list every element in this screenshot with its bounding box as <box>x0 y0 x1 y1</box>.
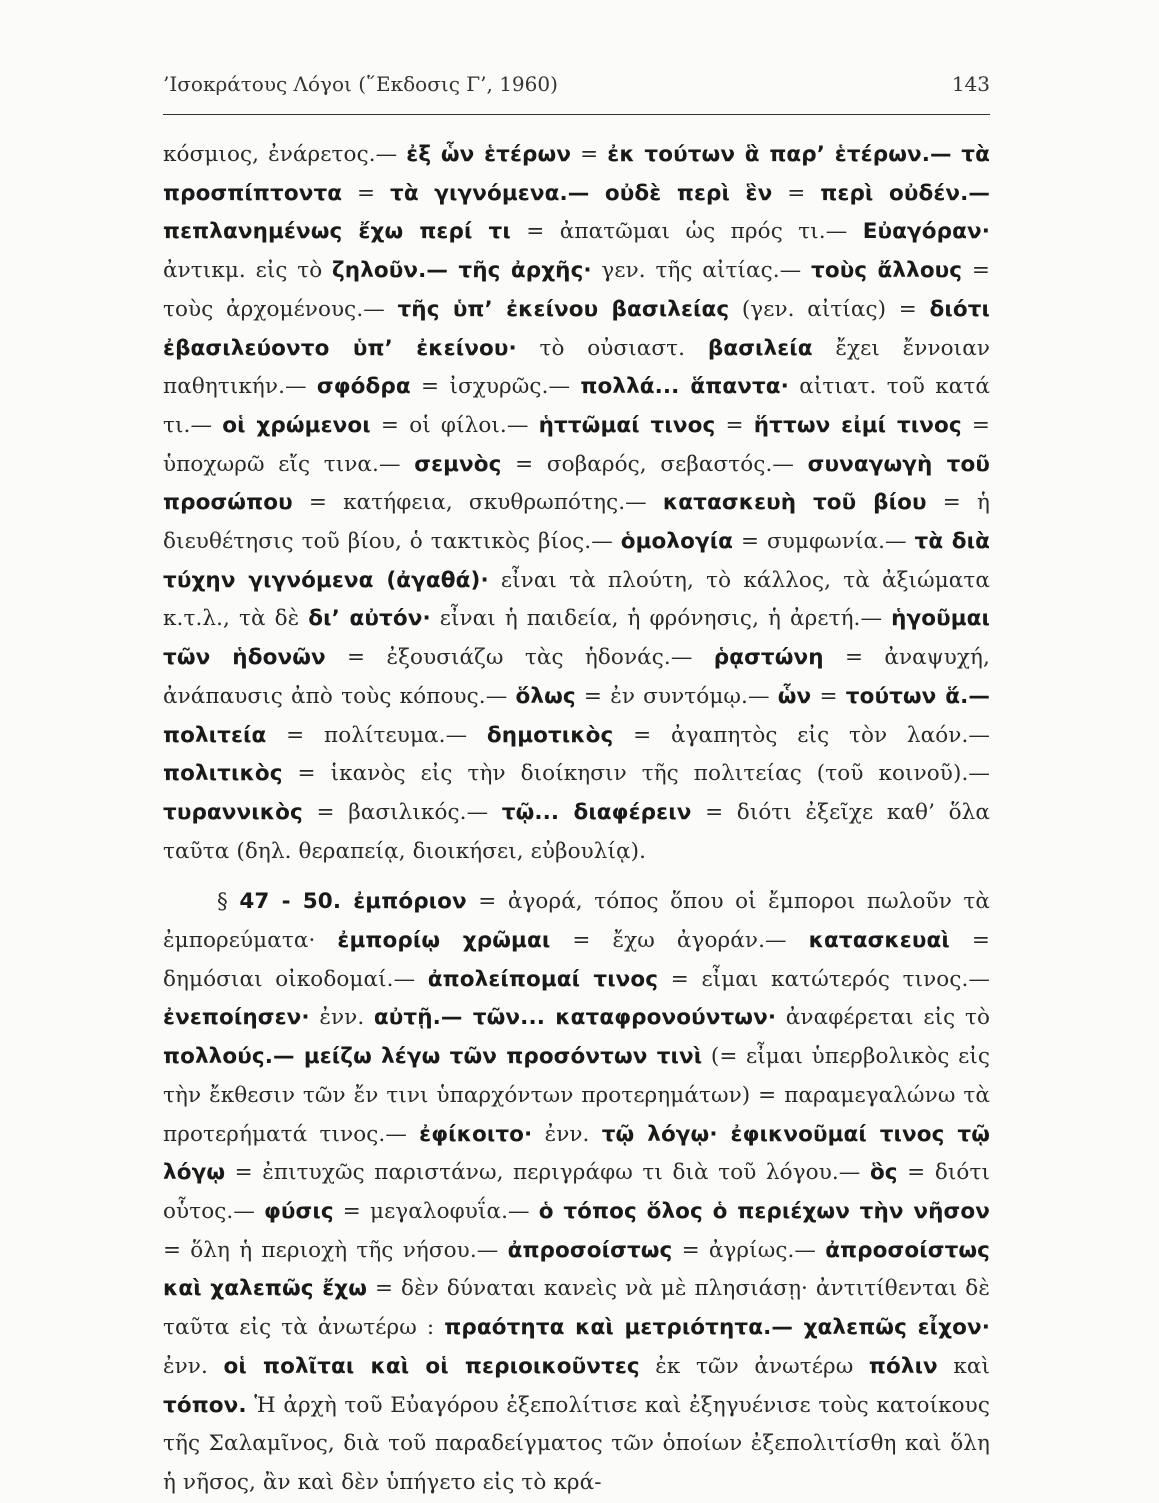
lemma-term: ὁ τόπος ὅλος ὁ περιέχων τὴν νῆσον <box>538 1198 990 1224</box>
gloss-text: = οἱ φίλοι.— <box>370 412 539 438</box>
lemma-term: ἥττων εἰμί τινος <box>753 412 962 438</box>
lemma-term: περὶ οὐδέν.— πεπλανημένως ἔχω περί τι <box>163 180 990 245</box>
lemma-term: 47 - 50. ἐμπόριον <box>239 889 467 915</box>
page-header <box>163 72 990 96</box>
lemma-term: πραότητα καὶ μετριότητα.— χαλεπῶς εἶχον· <box>444 1315 990 1341</box>
gloss-text: Ἡ ἀρχὴ τοῦ Εὐαγόρου ἐξεπολίτισε καὶ ἐξηγυένισε τοὺς κατοίκους τῆς Σαλαμῖνος, διὰ τοῦ παραδείγματος τῶν ὁποίων ἐξεπολιτίσθη καὶ ὅλη ἡ νῆσος, ἂν καὶ δὲν ὑπήγετο εἰς τὸ κρά- <box>163 1392 990 1495</box>
lemma-term: Εὐαγόραν· <box>862 219 990 245</box>
lemma-term: ἐκ τούτων ἃ παρ’ ἑτέρων.— τὰ προσπίπτοντα <box>163 142 990 206</box>
lemma-term: πολλά... ἅπαντα· <box>580 374 789 400</box>
gloss-text: = εἶμαι κατώτερός τινος.— <box>658 966 990 992</box>
gloss-text: ἀντικμ. εἰς τὸ <box>163 258 332 284</box>
lemma-term: ἡγοῦμαι τῶν ἡδονῶν <box>163 606 990 671</box>
gloss-text: = ἡ διευθέτησις τοῦ βίου, ὁ τακτικὸς βίος.— <box>163 490 991 555</box>
gloss-text: = ἔχω ἀγοράν.— <box>550 928 809 954</box>
gloss-text: ἐνν. <box>532 1121 602 1147</box>
lemma-term: ὃς <box>869 1160 898 1186</box>
gloss-text: εἶναι ἡ παιδεία, ἡ φρόνησις, ἡ ἀρετή.— <box>430 606 892 632</box>
gloss-text: = διότι οὗτος.— <box>163 1160 990 1224</box>
gloss-text: = τοὺς ἀρχομένους.— <box>163 258 990 322</box>
gloss-text: = πολίτευμα.— <box>266 722 487 748</box>
lemma-term: ἀπροσοίστως καὶ χαλεπῶς ἔχω <box>163 1237 991 1302</box>
gloss-text: § <box>217 889 240 915</box>
lemma-term: τὰ γιγνόμενα.— οὐδὲ περὶ ἓν <box>390 180 773 206</box>
header-rule <box>163 114 990 115</box>
gloss-text: = ἀναψυχή, ἀνάπαυσις ἀπὸ τοὺς κόπους.— <box>163 645 990 709</box>
gloss-text: = <box>715 412 754 438</box>
gloss-text: ἀναφέρεται εἰς τὸ <box>776 1005 990 1031</box>
lemma-term: τὰ διὰ τύχην γιγνόμενα (ἀγαθά)· <box>163 529 990 593</box>
gloss-text: = ἐν συντόμῳ.— <box>575 683 778 709</box>
gloss-text: = ὑποχωρῶ εἴς τινα.— <box>163 412 991 477</box>
lemma-term: ἡττῶμαί τινος <box>538 412 716 438</box>
gloss-text: = ἀγαπητὸς εἰς τὸν λαόν.— <box>613 722 991 748</box>
commentary-text <box>163 136 990 1503</box>
lemma-term: σφόδρα <box>316 374 411 400</box>
gloss-text: ἐκ τῶν ἀνωτέρω <box>639 1353 869 1379</box>
gloss-text: ἐνν. <box>309 1005 374 1031</box>
gloss-text: = διότι ἐξεῖχε καθ’ ὅλα ταῦτα (δηλ. θεραπείᾳ, διοικήσει, εὐβουλίᾳ). <box>163 799 991 864</box>
lemma-term: φύσις <box>264 1198 334 1224</box>
gloss-text: = δὲν δύναται κανεὶς νὰ μὲ πλησιάσῃ· ἀντιτίθενται δὲ ταῦτα εἰς τὰ ἀνωτέρω : <box>163 1276 990 1341</box>
gloss-text: = <box>772 180 821 206</box>
gloss-text: = ἰσχυρῶς.— <box>410 374 581 400</box>
lemma-term: ὧν <box>777 683 812 709</box>
gloss-text: (= εἶμαι ὑπερβολικὸς εἰς τὴν ἔκθεσιν τῶν ἔν τινι ὑπαρχόντων προτερημάτων) = παραμεγαλώνω τὰ προτερήματά τινος.— <box>163 1044 990 1147</box>
lemma-term: πολλούς.— μείζω λέγω τῶν προσόντων τινὶ <box>163 1044 703 1070</box>
gloss-text: = ἀπατῶμαι ὡς πρός τι.— <box>510 219 863 245</box>
lemma-term: τούτων ἅ.— πολιτεία <box>163 683 990 748</box>
lemma-term: κατασκευὴ τοῦ βίου <box>662 490 927 516</box>
lemma-term: οἱ χρώμενοι <box>222 412 371 438</box>
gloss-text: ἐνν. <box>163 1353 224 1379</box>
lemma-term: ἐνεποίησεν· <box>163 1005 310 1031</box>
lemma-term: ἐφίκοιτο· <box>419 1121 533 1147</box>
gloss-text: = ἱκανὸς εἰς τὴν διοίκησιν τῆς πολιτείας (τοῦ κοινοῦ).— <box>282 761 990 787</box>
lemma-term: τυραννικὸς <box>163 799 303 825</box>
gloss-text: τὸ οὐσιαστ. <box>516 335 708 361</box>
lemma-term: ὅλως <box>515 683 576 709</box>
lemma-term: ἀπολείπομαί τινος <box>427 966 659 992</box>
lemma-term: τῷ λόγῳ· ἐφικνοῦμαί τινος τῷ λόγῳ <box>163 1121 990 1186</box>
lemma-term: οἱ πολῖται καὶ οἱ περιοικοῦντες <box>223 1353 640 1379</box>
lemma-term: δημοτικὸς <box>486 722 614 748</box>
running-title: ’Ισοκράτους Λόγοι (῞Εκδοσις Γ’, 1960) <box>163 72 558 96</box>
gloss-text: = μεγαλοφυΐα.— <box>333 1198 539 1224</box>
commentary-paragraph <box>163 136 990 871</box>
gloss-text: = ἐξουσιάζω τὰς ἡδονάς.— <box>325 645 714 671</box>
lemma-term: πολιτικὸς <box>163 761 283 787</box>
gloss-text: = ἀγορά, τόπος ὅπου οἱ ἔμποροι πωλοῦν τὰ ἐμπορεύματα· <box>163 889 990 954</box>
lemma-term: αὐτῇ.— τῶν... καταφρονούντων· <box>373 1005 777 1031</box>
lemma-term: συναγωγὴ τοῦ προσώπου <box>163 451 990 516</box>
page-number: 143 <box>951 72 990 96</box>
gloss-text: = ὅλη ἡ περιοχὴ τῆς νήσου.— <box>163 1237 508 1263</box>
lemma-term: τῷ... διαφέρειν <box>501 799 692 825</box>
lemma-term: διότι ἐβασιλεύοντο ὑπ’ ἐκείνου· <box>163 296 990 361</box>
lemma-term: ὁμολογία <box>620 529 734 555</box>
gloss-text: = <box>342 180 391 206</box>
gloss-text: = κατήφεια, σκυθρωπότης.— <box>292 490 663 516</box>
lemma-term: τόπον. <box>163 1392 247 1418</box>
lemma-term: βασιλεία <box>707 335 813 361</box>
gloss-text: = ἐπιτυχῶς παριστάνω, περιγράφω τι διὰ τοῦ λόγου.— <box>225 1160 870 1186</box>
gloss-text: κόσμιος, ἐνάρετος.— <box>163 142 407 167</box>
lemma-term: τῆς ὑπ’ ἐκείνου βασιλείας <box>397 296 730 322</box>
gloss-text: = <box>571 142 608 167</box>
lemma-term: ῥᾳστώνη <box>713 645 824 671</box>
gloss-text: = δημόσιαι οἰκοδομαί.— <box>163 928 990 992</box>
lemma-term: ἐμπορίῳ χρῶμαι <box>337 928 551 954</box>
lemma-term: τοὺς ἄλλους <box>811 258 963 284</box>
lemma-term: ζηλοῦν.— τῆς ἀρχῆς· <box>332 258 592 284</box>
lemma-term: σεμνὸς <box>414 451 502 477</box>
gloss-text: εἶναι τὰ πλούτη, τὸ κάλλος, τὰ ἀξιώματα κ.τ.λ., τὰ δὲ <box>163 567 991 632</box>
section-paragraph-47-50 <box>163 883 990 1502</box>
gloss-text: αἰτιατ. τοῦ κατά τι.— <box>163 374 990 438</box>
lemma-term: ἀπροσοίστως <box>507 1237 673 1263</box>
gloss-text: γεν. τῆς αἰτίας.— <box>591 258 811 284</box>
gloss-text: = σοβαρός, σεβαστός.— <box>501 451 808 477</box>
lemma-term: πόλιν <box>868 1353 938 1379</box>
lemma-term: ἐξ ὧν ἑτέρων <box>406 142 572 167</box>
lemma-term: δι’ αὐτόν· <box>308 606 431 632</box>
gloss-text: = <box>811 683 846 709</box>
gloss-text: ἔχει ἔννοιαν παθητικήν.— <box>163 335 990 400</box>
gloss-text: = συμφωνία.— <box>733 529 915 555</box>
gloss-text: = ἀγρίως.— <box>672 1237 826 1263</box>
gloss-text: (γεν. αἰτίας) = <box>729 296 930 322</box>
gloss-text: καὶ <box>937 1353 991 1379</box>
gloss-text: = βασιλικός.— <box>302 799 502 825</box>
lemma-term: κατασκευαὶ <box>808 928 950 954</box>
